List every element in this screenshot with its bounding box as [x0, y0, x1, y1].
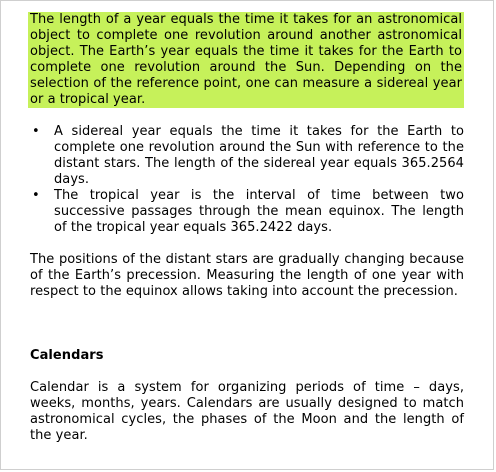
- list-item-text: A sidereal year equals the time it takes for the Earth to complete one revolution around the Sun with reference to the distant stars. The length of the sidereal year equals 365.2564 days.: [54, 124, 464, 187]
- bullet-icon: •: [32, 188, 40, 203]
- calendars-paragraph: Calendar is a system for organizing periods of time – days, weeks, months, years. Calendars are usually designed to match astronomical cycles, the phases of the Moon and the length of the year.: [30, 380, 464, 443]
- precession-paragraph: The positions of the distant stars are gradually changing because of the Earth’s precession. Measuring the length of one year with respect to the equinox allows taking into account the precession.: [30, 252, 464, 299]
- bullet-icon: •: [32, 124, 40, 139]
- list-item-text: The tropical year is the interval of time between two successive passages through the mean equinox. The length of the tropical year equals 365.2422 days.: [54, 188, 464, 235]
- list-item-sidereal-year: [30, 124, 464, 188]
- document-body: [30, 12, 464, 444]
- highlighted-intro-paragraph: The length of a year equals the time it takes for an astronomical object to complete one revolution around another astronomical object. The Earth’s year equals the time it takes for the Earth to complete one revolution around the Sun. Depending on the selection of the reference point, one can measure a sidereal year or a tropical year.: [30, 12, 462, 107]
- list-item-tropical-year: [30, 188, 464, 236]
- year-types-list: [30, 124, 464, 236]
- calendars-heading: Calendars: [30, 348, 104, 363]
